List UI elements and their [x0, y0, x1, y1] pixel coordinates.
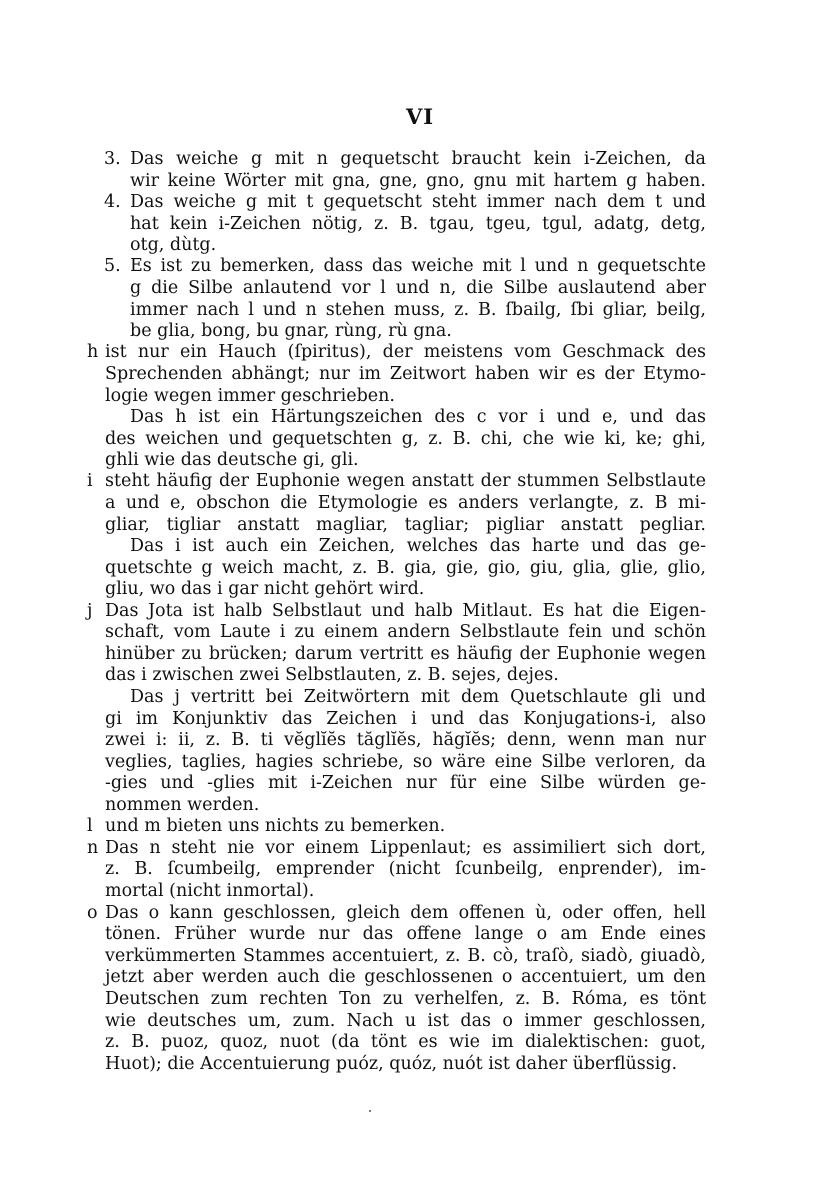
entry-label: o	[87, 903, 98, 923]
text-line: Das n steht nie vor einem Lippenlaut; es assimiliert sich dort,	[105, 838, 706, 858]
text-line: Das h ist ein Härtungszeichen des c vor i und e, und das	[130, 407, 706, 427]
entry-label: 5.	[104, 256, 121, 276]
text-line: veglies, taglies, hagies schriebe, so wäre eine Silbe verloren, da	[105, 752, 706, 772]
text-line: jetzt aber werden auch die geschlossenen o accentuiert, um den	[105, 967, 706, 987]
text-line: Das o kann geschlossen, gleich dem offenen ù, oder offen, hell	[105, 903, 706, 923]
text-line: Das Jota ist halb Selbstlaut und halb Mitlaut. Es hat die Eigen-	[105, 601, 706, 621]
text-line: hat kein i-Zeichen nötig, z. B. tgau, tgeu, tgul, adatg, detg,	[130, 214, 706, 234]
text-line: gliu, wo das i gar nicht gehört wird.	[105, 579, 425, 599]
text-line: logie wegen immer geschrieben.	[105, 386, 395, 406]
text-line: be glia, bong, bu gnar, rùng, rù gna.	[130, 321, 452, 341]
entry-label: 4.	[104, 192, 121, 212]
text-line: steht häufig der Euphonie wegen anstatt der stummen Selbstlaute	[105, 471, 706, 491]
text-line: Sprechenden abhängt; nur im Zeitwort haben wir es der Etymo-	[105, 364, 706, 384]
text-line: a und e, obschon die Etymologie es anders verlangte, z. B mi-	[105, 493, 706, 513]
text-line: Das weiche g mit n gequetscht braucht kein i-Zeichen, da	[130, 149, 706, 169]
entry-label: j	[87, 601, 93, 621]
text-line: Huot); die Accentuierung puóz, quóz, nuót ist daher überflüssig.	[105, 1054, 678, 1074]
entry-label: h	[87, 342, 99, 362]
ink-speck	[369, 1110, 371, 1112]
text-line: ist nur ein Hauch (ſpiritus), der meistens vom Geschmack des	[105, 342, 706, 362]
text-line: otg, dùtg.	[130, 235, 217, 255]
text-line: Das weiche g mit t gequetscht steht immer nach dem t und	[130, 192, 706, 212]
text-line: gliar, tigliar anstatt magliar, tagliar; pigliar anstatt pegliar.	[105, 515, 706, 535]
text-line: tönen. Früher wurde nur das offene lange o am Ende eines	[105, 924, 706, 944]
entry-label: 3.	[104, 149, 121, 169]
text-line: z. B. puoz, quoz, nuot (da tönt es wie im dialektischen: guot,	[105, 1032, 706, 1052]
text-line: Deutschen zum rechten Ton zu verhelfen, z. B. Róma, es tönt	[105, 989, 706, 1009]
entry-label: i	[87, 471, 93, 491]
entry-label: l	[87, 816, 93, 836]
text-line: immer nach l und n stehen muss, z. B. ſbailg, ſbi gliar, beilg,	[130, 300, 706, 320]
text-line: ghli wie das deutsche gi, gli.	[105, 450, 359, 470]
text-line: quetschte g weich macht, z. B. gia, gie, gio, giu, glia, glie, glio,	[105, 558, 706, 578]
text-line: das i zwischen zwei Selbstlauten, z. B. sejes, dejes.	[105, 665, 559, 685]
text-line: zwei i: ii, z. B. ti vĕglĭĕs tăglĭĕs, hăgĭĕs; denn, wenn man nur	[105, 730, 706, 750]
entry-label: n	[87, 838, 99, 858]
text-line: Das j vertritt bei Zeitwörtern mit dem Quetschlaute gli und	[130, 687, 706, 707]
text-line: wir keine Wörter mit gna, gne, gno, gnu mit hartem g haben.	[130, 171, 706, 191]
text-line: gi im Konjunktiv das Zeichen i und das Konjugations-i, also	[105, 709, 706, 729]
text-line: nommen werden.	[105, 795, 260, 815]
text-line: Das i ist auch ein Zeichen, welches das harte und das ge-	[130, 536, 706, 556]
text-line: -gies und -glies mit i-Zeichen nur für eine Silbe würden ge-	[105, 773, 706, 793]
page-number: VI	[405, 104, 435, 129]
text-line: schaft, vom Laute i zu einem andern Selbstlaute fein und schön	[105, 622, 706, 642]
text-line: des weichen und gequetschten g, z. B. chi, che wie ki, ke; ghi,	[105, 429, 706, 449]
text-line: und m bieten uns nichts zu bemerken.	[105, 816, 446, 836]
text-line: g die Silbe anlautend vor l und n, die Silbe auslautend aber	[130, 278, 706, 298]
text-line: mortal (nicht inmortal).	[105, 881, 315, 901]
text-line: wie deutsches um, zum. Nach u ist das o immer geschlossen,	[105, 1011, 706, 1031]
text-line: Es ist zu bemerken, dass das weiche mit l und n gequetschte	[130, 256, 706, 276]
text-line: z. B. ſcumbeilg, emprender (nicht ſcunbeilg, enprender), im-	[105, 859, 706, 879]
text-line: verkümmerten Stammes accentuiert, z. B. cò, traſò, siadò, giuadò,	[105, 946, 706, 966]
text-line: hinüber zu brücken; darum vertritt es häufig der Euphonie wegen	[105, 644, 706, 664]
